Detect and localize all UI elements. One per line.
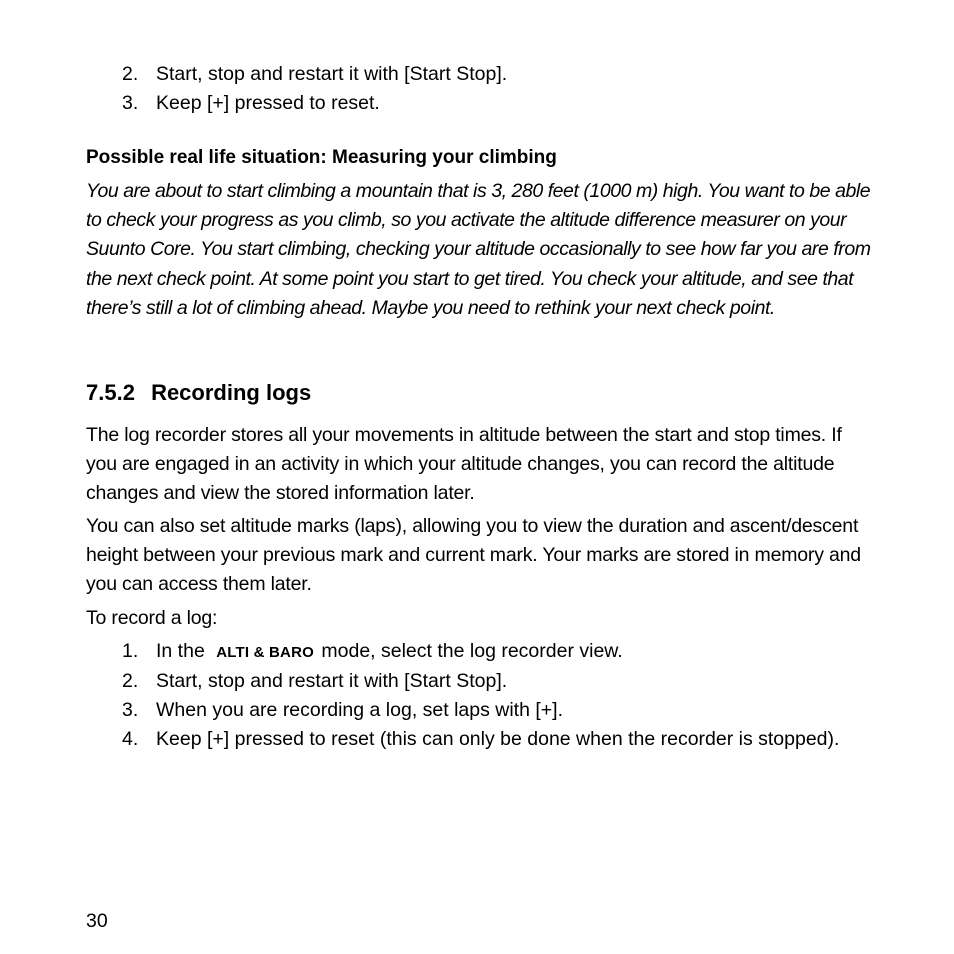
section-title: Recording logs xyxy=(151,380,312,405)
step-text-before: In the xyxy=(156,640,205,662)
manual-page xyxy=(86,0,876,954)
list-item xyxy=(86,725,876,754)
list-item xyxy=(86,89,866,118)
step-number: 4. xyxy=(122,728,139,750)
step-number: 2. xyxy=(122,63,139,85)
situation-example-text: You are about to start climbing a mountain that is 3, 280 feet (1000 m) high. You want to be able to check your progress as you climb, so you activate the altitude difference measurer on your Suunto Core. You start climbing, checking your altitude occasionally to see how far you are from the next check point. At some point you start to get tired. You check your altitude, and see that there’s still a lot of climbing ahead. Maybe you need to rethink your next check point. xyxy=(86,180,871,319)
section-number: 7.5.2 xyxy=(86,380,135,405)
step-number: 3. xyxy=(122,92,139,114)
step-text: Start, stop and restart it with [Start Stop]. xyxy=(156,670,508,692)
record-log-intro: To record a log: xyxy=(86,607,218,629)
step-text: Keep [+] pressed to reset (this can only be done when the recorder is stopped). xyxy=(156,728,840,750)
altitude-marks-description: You can also set altitude marks (laps), allowing you to view the duration and ascent/descent height between your previous mark and current mark. Your marks are stored in memory and you can access them later. xyxy=(86,515,861,596)
list-item xyxy=(86,60,866,89)
step-text-after: mode, select the log recorder view. xyxy=(321,640,623,662)
list-item xyxy=(86,667,876,696)
step-text: When you are recording a log, set laps with [+]. xyxy=(156,699,564,721)
list-item xyxy=(86,637,876,667)
mode-name: ALTI & BARO xyxy=(216,644,314,661)
step-number: 2. xyxy=(122,670,139,692)
reset-steps-list xyxy=(86,60,866,118)
section-heading xyxy=(86,378,311,408)
step-text: Keep [+] pressed to reset. xyxy=(156,92,380,114)
record-log-steps-list xyxy=(86,637,876,754)
step-text: Start, stop and restart it with [Start Stop]. xyxy=(156,63,508,85)
page-number: 30 xyxy=(86,910,108,932)
step-number: 3. xyxy=(122,699,139,721)
step-number: 1. xyxy=(122,640,139,662)
list-item xyxy=(86,696,876,725)
log-recorder-description: The log recorder stores all your movements in altitude between the start and stop times. If you are engaged in an activity in which your altitude changes, you can record the altitude changes and view the stored information later. xyxy=(86,424,842,505)
situation-heading: Possible real life situation: Measuring your climbing xyxy=(86,147,557,168)
